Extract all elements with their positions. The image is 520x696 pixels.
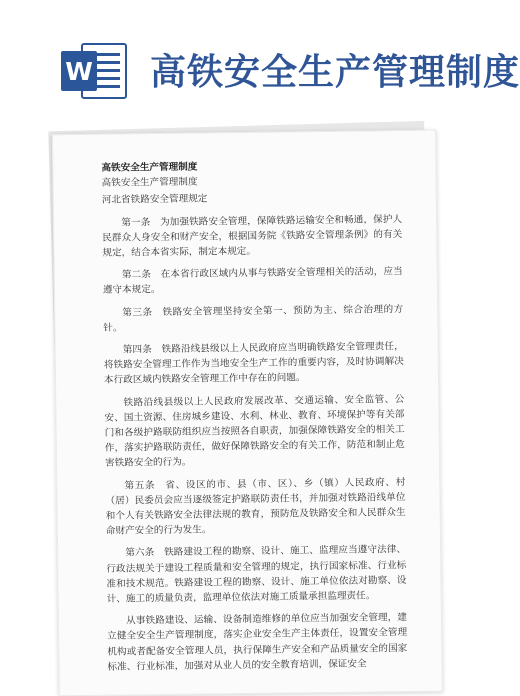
banner (0, 0, 520, 130)
document-paragraph: 第四条 铁路沿线县级以上人民政府应当明确铁路安全管理责任，将铁路安全管理工作作为当地安全生产工作的重要内容，及时协调解决本行政区域内铁路安全管理工作中存在的问题。 (103, 341, 404, 387)
banner-title: 高铁安全生产管理制度 (150, 52, 520, 93)
document-paragraph: 第三条 铁路安全管理坚持安全第一、预防为主、综合治理的方针。 (103, 303, 404, 334)
document-page (52, 130, 443, 696)
document-paragraph: 第二条 在本省行政区域内从事与铁路安全管理相关的活动，应当遵守本规定。 (102, 266, 403, 297)
document-subtitle: 高铁安全生产管理制度 (101, 176, 198, 189)
word-icon (60, 42, 128, 100)
document-paragraph: 从事铁路建设、运输、设备制造维修的单位应当加强安全管理，建立健全安全生产管理制度，落实企业安全生产主体责任，设置安全管理机构或者配备安全管理人员，执行保障生产安全和产品质量安全的国家标准、行业标准，加强对从业人员的安全教育培训，保证安全 (107, 612, 408, 673)
document-title: 高铁安全生产管理制度 (101, 161, 198, 174)
document-paragraph: 铁路沿线县级以上人民政府发展改革、交通运输、安全监管、公安、国土资源、住房城乡建设、水利、林业、教育、环境保护等有关部门和各级护路联防组织应当按照各自职责，加强保障铁路安全的相关工作，落实护路联防责任，做好保障铁路安全的有关工作，防范和制止危害铁路安全的行为。 (104, 393, 405, 470)
document-paragraph: 第五条 省、设区的市、县（市、区）、乡（镇）人民政府、村（居）民委员会应当逐级签定护路联防责任书，并加强对铁路沿线单位和个人有关铁路安全法律法规的教育，预防危及铁路安全和人民群众生命财产安全的行为发生。 (105, 476, 406, 537)
document-subtitle: 河北省铁路安全管理规定 (101, 193, 208, 207)
word-letter: W (65, 57, 93, 86)
document-body (101, 157, 407, 682)
document-paragraph: 第一条 为加强铁路安全管理，保障铁路运输安全和畅通，保护人民群众人身安全和财产安全，根据国务院《铁路安全管理条例》的有关规定，结合本省实际，制定本规定。 (102, 213, 403, 259)
document-paragraph: 第六条 铁路建设工程的勘察、设计、施工、监理应当遵守法律、行政法规关于建设工程质量和安全管理的规定，执行国家标准、行业标准和技术规范。铁路建设工程的勘察、设计、施工单位依法对勘察、设计、施工的质量负责，监理单位依法对施工质量承担监理责任。 (106, 544, 407, 605)
